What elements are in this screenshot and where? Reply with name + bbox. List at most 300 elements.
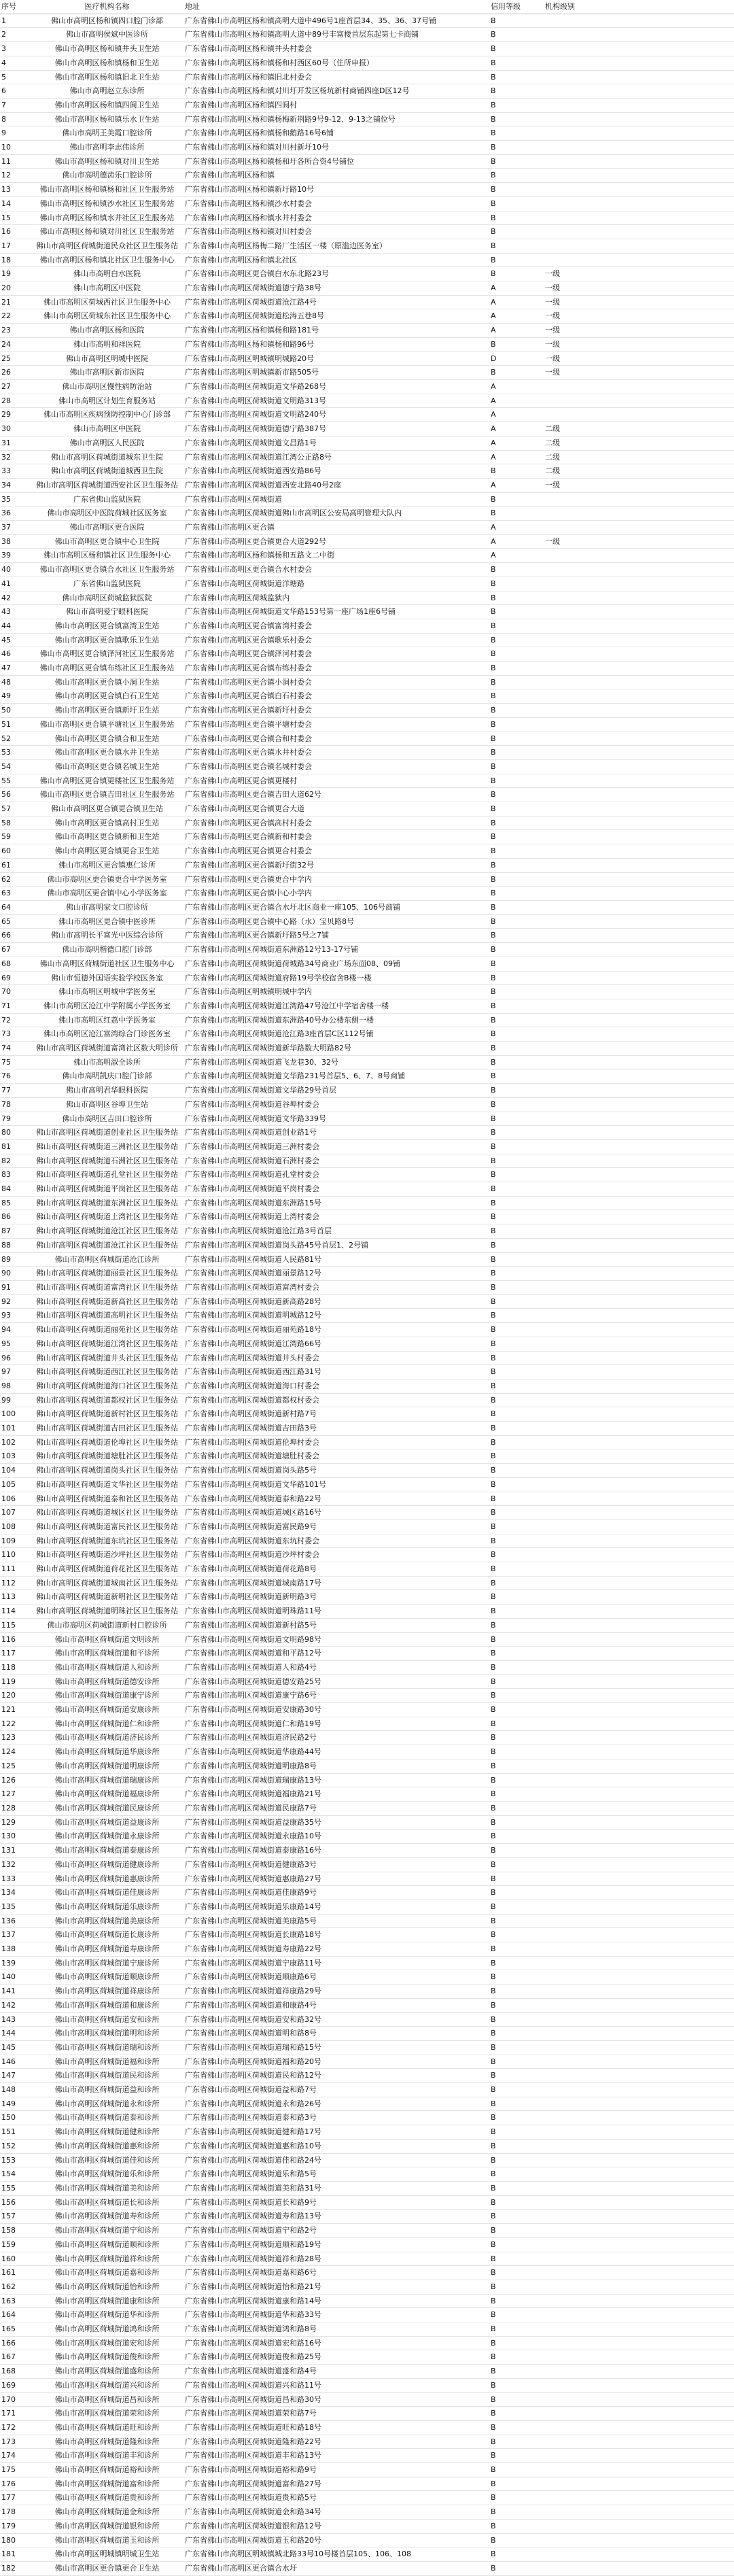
row-credit-grade: B [489, 2111, 544, 2125]
row-serial: 33 [0, 464, 31, 479]
row-credit-grade: B [489, 2561, 544, 2575]
row-institution-level: 一级 [544, 366, 734, 380]
row-institution-level [544, 2420, 734, 2435]
row-serial: 81 [0, 1139, 31, 1154]
row-serial: 131 [0, 1844, 31, 1858]
row-institution-name: 佛山市高明区杨和镇杨和社区卫生服务站 [31, 183, 184, 197]
row-institution-name: 佛山市高明李志伟诊所 [31, 141, 184, 155]
table-row [0, 830, 734, 844]
row-institution-name: 佛山市高明区荷城街道东坑社区卫生服务站 [31, 1534, 184, 1548]
row-credit-grade: B [489, 914, 544, 929]
row-serial: 89 [0, 1252, 31, 1267]
row-serial: 86 [0, 1210, 31, 1224]
table-row [0, 759, 734, 774]
row-address: 广东省佛山市高明区更合镇新圩街32号 [184, 858, 489, 872]
table-row [0, 324, 734, 338]
table-row [0, 1660, 734, 1675]
table-row [0, 1900, 734, 1914]
row-address: 广东省佛山市高明区荷城街道平岗村委会 [184, 1182, 489, 1197]
row-institution-name: 佛山市高明区荷城街道沧江社区卫生服务站 [31, 1238, 184, 1252]
table-row [0, 1576, 734, 1590]
row-institution-name: 佛山市高明区荷城街道丽苑社区卫生服务站 [31, 1323, 184, 1337]
table-row [0, 183, 734, 197]
row-serial: 1 [0, 14, 31, 28]
row-institution-name: 佛山市高明区荷城街道宁康诊所 [31, 1956, 184, 1970]
row-address: 广东省佛山市高明区荷城街道瑞康路13号 [184, 1773, 489, 1787]
row-credit-grade: A [489, 324, 544, 338]
row-credit-grade: A [489, 534, 544, 549]
row-address: 广东省佛山市高明区荷城街道荷城路34号商业广场东面08、09铺 [184, 957, 489, 971]
table-row [0, 1548, 734, 1562]
row-credit-grade: B [489, 2308, 544, 2322]
row-credit-grade: B [489, 2181, 544, 2195]
table-row [0, 253, 734, 267]
row-institution-level [544, 1632, 734, 1647]
row-institution-level [544, 70, 734, 84]
row-credit-grade: B [489, 2153, 544, 2167]
row-institution-level [544, 1956, 734, 1970]
row-address: 广东省佛山市高明区荷城街道健和路17号 [184, 2125, 489, 2140]
row-address: 广东省佛山市高明区荷城街道石洲村委会 [184, 1154, 489, 1168]
row-institution-name: 佛山市高明区荷城街道裕和诊所 [31, 2463, 184, 2477]
row-institution-name: 佛山市高明区荷城街道福康诊所 [31, 1787, 184, 1802]
row-credit-grade: B [489, 901, 544, 915]
row-serial: 87 [0, 1224, 31, 1239]
row-institution-level [544, 2027, 734, 2041]
row-address: 广东省佛山市高明区更合镇中心小学内 [184, 887, 489, 901]
row-credit-grade: B [489, 689, 544, 704]
row-credit-grade: B [489, 2040, 544, 2055]
row-institution-name: 佛山市高明区新市医院 [31, 366, 184, 380]
row-institution-level [544, 2322, 734, 2337]
row-institution-name: 佛山市高明区荷城街道三洲社区卫生服务站 [31, 1139, 184, 1154]
row-institution-name: 佛山市高明区荷城街道井头社区卫生服务站 [31, 1351, 184, 1365]
row-credit-grade: B [489, 1055, 544, 1069]
row-serial: 22 [0, 309, 31, 324]
row-serial: 169 [0, 2378, 31, 2392]
row-institution-name: 佛山市高明区更合镇高村卫生站 [31, 816, 184, 830]
row-serial: 75 [0, 1055, 31, 1069]
row-address: 广东省佛山市高明区荷城街道东洲路12号13-17号铺 [184, 943, 489, 957]
row-serial: 9 [0, 126, 31, 141]
table-row [0, 1815, 734, 1830]
row-address: 广东省佛山市高明区荷城街道三洲村委会 [184, 1139, 489, 1154]
table-row [0, 492, 734, 506]
row-address: 广东省佛山市高明区荷城街道祥和路28号 [184, 2252, 489, 2266]
row-serial: 103 [0, 1449, 31, 1464]
table-row [0, 70, 734, 84]
row-serial: 72 [0, 1013, 31, 1027]
row-institution-level [544, 2195, 734, 2210]
row-institution-name: 佛山市高明区荷城街道人和诊所 [31, 1660, 184, 1675]
row-serial: 20 [0, 281, 31, 296]
row-institution-name: 佛山市高明区荷城街道富民社区卫生服务站 [31, 1519, 184, 1534]
row-address: 广东省佛山市高明区荷城街道益康路35号 [184, 1815, 489, 1830]
row-institution-name: 佛山市高明区谷埠卫生站 [31, 1097, 184, 1112]
row-address: 广东省佛山市高明区荷城街道银和路12号 [184, 2519, 489, 2533]
row-institution-level [544, 1013, 734, 1027]
row-serial: 138 [0, 1942, 31, 1957]
table-row [0, 901, 734, 915]
row-credit-grade: B [489, 464, 544, 479]
row-institution-level [544, 2491, 734, 2505]
row-institution-level [544, 2266, 734, 2280]
row-address: 广东省佛山市高明区荷城街道创业路1号 [184, 1126, 489, 1140]
row-credit-grade: B [489, 605, 544, 619]
table-row [0, 1914, 734, 1928]
row-credit-grade: B [489, 225, 544, 239]
table-row [0, 2252, 734, 2266]
table-row [0, 1365, 734, 1379]
table-row [0, 1970, 734, 1985]
row-credit-grade: B [489, 1196, 544, 1210]
row-institution-name: 佛山市高明区荷城东社区卫生服务中心 [31, 309, 184, 324]
row-institution-name: 佛山市高明区荷城街道玉和诊所 [31, 2533, 184, 2547]
row-institution-name: 佛山市高明区荷城街道康和诊所 [31, 2294, 184, 2308]
row-institution-level [544, 1280, 734, 1294]
row-address: 广东省佛山市高明区更合镇名城村委会 [184, 759, 489, 774]
row-address: 广东省佛山市高明区荷城街道宁和路2号 [184, 2224, 489, 2238]
row-address: 广东省佛山市高明区杨和镇对川村新圩10号 [184, 141, 489, 155]
table-row [0, 1998, 734, 2012]
row-address: 广东省佛山市高明区荷城街道兴和路11号 [184, 2378, 489, 2392]
row-institution-name: 佛山市高明区更合镇歌乐卫生站 [31, 633, 184, 647]
row-institution-name: 佛山市高明区更合镇新和卫生站 [31, 830, 184, 844]
row-institution-name: 佛山市高明爱宁眼科医院 [31, 605, 184, 619]
row-credit-grade: B [489, 1351, 544, 1365]
table-row [0, 887, 734, 901]
table-row [0, 1787, 734, 1802]
row-institution-name: 佛山市高明区荷城街道华康诊所 [31, 1745, 184, 1759]
row-institution-level [544, 872, 734, 887]
row-institution-level: 一级 [544, 534, 734, 549]
row-institution-level [544, 1379, 734, 1393]
row-address: 广东省佛山市高明区荷城街道德宁路38号 [184, 281, 489, 296]
row-institution-name: 佛山市高明区荷城街道平岗社区卫生服务站 [31, 1182, 184, 1197]
row-address: 广东省佛山市高明区更合镇富湾村委会 [184, 619, 489, 633]
row-address: 广东省佛山市高明区荷城街道安和路32号 [184, 2012, 489, 2027]
row-institution-name: 佛山市高明区杨和镇四口腔门诊部 [31, 14, 184, 28]
row-address: 广东省佛山市高明区荷城街道民和路12号 [184, 2069, 489, 2083]
row-institution-name: 佛山市高明区杨和镇旧北卫生站 [31, 70, 184, 84]
row-credit-grade: A [489, 394, 544, 408]
table-row [0, 1590, 734, 1604]
table-row [0, 1112, 734, 1126]
row-address: 广东省佛山市高明区荷城街道乐康路14号 [184, 1900, 489, 1914]
table-row [0, 112, 734, 126]
row-address: 广东省佛山市高明区更合镇合水圩北区商业一座105、106号商铺 [184, 901, 489, 915]
row-institution-level [544, 1323, 734, 1337]
row-credit-grade: B [489, 591, 544, 605]
row-credit-grade: B [489, 1477, 544, 1492]
row-serial: 166 [0, 2336, 31, 2350]
table-row [0, 943, 734, 957]
row-address: 广东省佛山市高明区荷城街道西江路31号 [184, 1365, 489, 1379]
row-institution-level [544, 1548, 734, 1562]
row-address: 广东省佛山市高明区荷城街道明城路12号 [184, 1309, 489, 1323]
row-address: 广东省佛山市高明区杨和镇对川村委会 [184, 225, 489, 239]
row-institution-name: 佛山市高明区更合镇惠仁诊所 [31, 858, 184, 872]
table-row [0, 872, 734, 887]
table-row [0, 1506, 734, 1520]
table-row [0, 1703, 734, 1717]
row-serial: 32 [0, 450, 31, 464]
table-row [0, 2266, 734, 2280]
row-address: 广东省佛山市高明区荷城街道井头村委会 [184, 1351, 489, 1365]
row-credit-grade: B [489, 1069, 544, 1084]
row-serial: 19 [0, 267, 31, 281]
header-institution-level: 机构级别 [544, 0, 734, 14]
row-serial: 107 [0, 1506, 31, 1520]
row-credit-grade: B [489, 98, 544, 112]
row-institution-name: 佛山市高明区荷城街道济民诊所 [31, 1731, 184, 1745]
table-row [0, 2153, 734, 2167]
row-serial: 105 [0, 1477, 31, 1492]
row-address: 广东省佛山市高明区荷城街道文华路339号 [184, 1112, 489, 1126]
row-institution-level [544, 1576, 734, 1590]
row-serial: 144 [0, 2027, 31, 2041]
row-institution-name: 佛山市高明区荷城街道佳和诊所 [31, 2153, 184, 2167]
row-credit-grade: B [489, 774, 544, 788]
row-institution-name: 佛山市高明区更合镇泽河社区卫生服务站 [31, 647, 184, 662]
row-credit-grade: B [489, 1914, 544, 1928]
row-institution-level [544, 2237, 734, 2252]
table-row [0, 1168, 734, 1182]
row-credit-grade: B [489, 971, 544, 985]
table-row [0, 1252, 734, 1267]
row-institution-level [544, 549, 734, 563]
table-row [0, 141, 734, 155]
row-credit-grade: B [489, 1731, 544, 1745]
row-address: 广东省佛山市高明区荷城街道西安北路40号2座 [184, 478, 489, 492]
row-serial: 21 [0, 295, 31, 309]
row-credit-grade: B [489, 2463, 544, 2477]
row-address: 广东省佛山市高明区更合镇合和村委会 [184, 732, 489, 746]
row-institution-name: 佛山市高明区荷城街道沙坪社区卫生服务站 [31, 1548, 184, 1562]
row-serial: 5 [0, 70, 31, 84]
row-institution-level [544, 154, 734, 169]
row-institution-name: 佛山市高明区荷城街道泰和社区卫生服务站 [31, 1492, 184, 1506]
row-serial: 49 [0, 689, 31, 704]
row-institution-name: 佛山市高明区红荔中学医务室 [31, 1013, 184, 1027]
row-address: 广东省佛山市高明区荷城街道康和路14号 [184, 2294, 489, 2308]
row-institution-name: 佛山市高明区荷城街道明和诊所 [31, 2027, 184, 2041]
table-row [0, 732, 734, 746]
row-address: 广东省佛山市高明区荷城街道谷埠村委会 [184, 1097, 489, 1112]
table-row [0, 1154, 734, 1168]
row-institution-name: 佛山市高明区荷城街道新明社区卫生服务站 [31, 1590, 184, 1604]
table-row [0, 816, 734, 830]
table-row [0, 2449, 734, 2463]
row-credit-grade: B [489, 1956, 544, 1970]
row-address: 广东省佛山市高明区荷城街道都权村委会 [184, 1393, 489, 1407]
row-institution-level [544, 788, 734, 802]
table-row [0, 1675, 734, 1689]
table-row [0, 1280, 734, 1294]
row-serial: 4 [0, 56, 31, 70]
table-row [0, 1942, 734, 1957]
row-credit-grade: B [489, 1168, 544, 1182]
table-row [0, 1435, 734, 1449]
table-row [0, 1139, 734, 1154]
row-serial: 161 [0, 2266, 31, 2280]
row-address: 广东省佛山市高明区荷城街道济民路2号 [184, 1731, 489, 1745]
row-institution-name: 佛山市高明白水医院 [31, 267, 184, 281]
row-address: 广东省佛山市高明区荷城街道吉田路3号 [184, 1422, 489, 1436]
table-row [0, 1069, 734, 1084]
row-credit-grade: B [489, 1632, 544, 1647]
row-institution-name: 佛山市高明区荷城街道华和诊所 [31, 2308, 184, 2322]
row-institution-name: 佛山市高明区荷城街道贵和诊所 [31, 2491, 184, 2505]
table-row [0, 774, 734, 788]
row-address: 广东省佛山市高明区荷城街道东坑村委会 [184, 1534, 489, 1548]
row-address: 广东省佛山市高明区荷城街道孔堂村委会 [184, 1168, 489, 1182]
row-serial: 64 [0, 901, 31, 915]
row-institution-name: 佛山市高明王美霞口腔诊所 [31, 126, 184, 141]
row-institution-name: 佛山市高明区杨和镇北社区卫生服务中心 [31, 253, 184, 267]
table-row [0, 1013, 734, 1027]
row-address: 广东省佛山市高明区荷城街道文华路29号首层 [184, 1084, 489, 1098]
row-address: 广东省佛山市高明区杨和镇杨和五路文二中街 [184, 549, 489, 563]
row-credit-grade: B [489, 858, 544, 872]
row-address: 广东省佛山市高明区荷城街道新华路数大明路82号 [184, 1042, 489, 1056]
row-institution-level [544, 830, 734, 844]
row-institution-level [544, 2224, 734, 2238]
row-credit-grade: A [489, 379, 544, 394]
row-institution-name: 佛山市高明区中医院荷城社区医务室 [31, 506, 184, 521]
row-credit-grade: B [489, 1210, 544, 1224]
row-serial: 88 [0, 1238, 31, 1252]
table-row [0, 1294, 734, 1309]
row-institution-name: 佛山市高明区更合镇名城卫生站 [31, 759, 184, 774]
row-institution-level [544, 225, 734, 239]
row-serial: 171 [0, 2407, 31, 2421]
row-serial: 15 [0, 211, 31, 225]
row-serial: 23 [0, 324, 31, 338]
row-serial: 85 [0, 1196, 31, 1210]
row-credit-grade: B [489, 1280, 544, 1294]
row-credit-grade: B [489, 1154, 544, 1168]
table-row [0, 1759, 734, 1773]
row-credit-grade: B [489, 169, 544, 183]
row-serial: 57 [0, 802, 31, 817]
row-credit-grade: B [489, 1745, 544, 1759]
row-address: 广东省佛山市高明区荷城街道荣和路7号 [184, 2407, 489, 2421]
row-credit-grade: B [489, 84, 544, 99]
row-serial: 139 [0, 1956, 31, 1970]
table-row [0, 619, 734, 633]
row-institution-level [544, 2505, 734, 2520]
row-institution-level [544, 2040, 734, 2055]
row-address: 广东省佛山市高明区荷城街道健康路3号 [184, 1857, 489, 1872]
row-credit-grade: B [489, 1759, 544, 1773]
table-row [0, 28, 734, 42]
row-address: 广东省佛山市高明区荷城街道瑞和路15号 [184, 2040, 489, 2055]
row-institution-name: 佛山市高明区荷城街道城西卫生院 [31, 464, 184, 479]
row-institution-name: 佛山市高明区荷城街道新高社区卫生服务站 [31, 1294, 184, 1309]
row-credit-grade: B [489, 2027, 544, 2041]
row-serial: 147 [0, 2069, 31, 2083]
table-row [0, 717, 734, 732]
row-institution-level [544, 2125, 734, 2140]
row-institution-name: 佛山市高明区荷城街道城区社区卫生服务站 [31, 1506, 184, 1520]
row-institution-name: 佛山市高明区荷城街道孔堂社区卫生服务站 [31, 1168, 184, 1182]
row-credit-grade: B [489, 1970, 544, 1985]
row-institution-name: 佛山市高明区荷城街道瑞和诊所 [31, 2040, 184, 2055]
row-serial: 149 [0, 2097, 31, 2111]
row-serial: 60 [0, 844, 31, 859]
table-row [0, 802, 734, 817]
row-credit-grade: B [489, 126, 544, 141]
row-institution-name: 佛山市高明区荷城街道乐康诊所 [31, 1900, 184, 1914]
table-row [0, 408, 734, 422]
row-address: 广东省佛山市高明区荷城街道沧江路4号 [184, 295, 489, 309]
row-serial: 145 [0, 2040, 31, 2055]
row-credit-grade: B [489, 1604, 544, 1619]
row-credit-grade: B [489, 2224, 544, 2238]
row-institution-level [544, 1844, 734, 1858]
row-address: 广东省佛山市高明区更合镇吉田大道62号 [184, 788, 489, 802]
row-institution-level [544, 2392, 734, 2407]
table-row [0, 971, 734, 985]
table-row [0, 1351, 734, 1365]
row-institution-name: 佛山市高明区荷城街道西安社区卫生服务站 [31, 478, 184, 492]
row-institution-level [544, 1830, 734, 1844]
row-address: 广东省佛山市高明区荷城街道富和路27号 [184, 2477, 489, 2491]
row-address: 广东省佛山市高明区荷城街道岗头路5号 [184, 1464, 489, 1478]
table-row [0, 1928, 734, 1942]
row-address: 广东省佛山市高明区荷城街道长康路18号 [184, 1928, 489, 1942]
row-credit-grade: B [489, 2252, 544, 2266]
row-institution-level [544, 1422, 734, 1436]
row-address: 广东省佛山市高明区荷城街道上湾村委会 [184, 1210, 489, 1224]
row-credit-grade: B [489, 1647, 544, 1661]
row-institution-level [544, 1562, 734, 1577]
row-institution-name: 佛山市高明区荷城街道富和诊所 [31, 2477, 184, 2491]
row-institution-name: 佛山市高明区荷城街道伦埠社区卫生服务站 [31, 1435, 184, 1449]
row-credit-grade: B [489, 1323, 544, 1337]
row-serial: 155 [0, 2181, 31, 2195]
row-credit-grade: D [489, 351, 544, 366]
row-credit-grade: B [489, 2167, 544, 2182]
row-institution-level [544, 704, 734, 718]
row-institution-name: 佛山市高明区人民医院 [31, 436, 184, 450]
row-address: 广东省佛山市高明区杨和镇杨和圩各所合资4号铺位 [184, 154, 489, 169]
row-credit-grade: B [489, 1422, 544, 1436]
row-serial: 143 [0, 2012, 31, 2027]
row-institution-level [544, 1407, 734, 1422]
row-institution-level [544, 1055, 734, 1069]
table-row [0, 1407, 734, 1422]
row-serial: 113 [0, 1590, 31, 1604]
row-address: 广东省佛山市高明区荷城街道文明路240号 [184, 408, 489, 422]
table-row [0, 662, 734, 676]
row-institution-level [544, 112, 734, 126]
row-address: 广东省佛山市高明区荷城街道文华路153号第一座广场1座6号铺 [184, 605, 489, 619]
row-address: 广东省佛山市高明区杨和镇杨和村西区60号（住所申报） [184, 56, 489, 70]
row-serial: 11 [0, 154, 31, 169]
row-institution-level [544, 1084, 734, 1098]
row-institution-name: 佛山市高明区荷城街道泰和诊所 [31, 2111, 184, 2125]
row-address: 广东省佛山市高明区荷城街道荷花路8号 [184, 1562, 489, 1577]
row-institution-name: 佛山市高明区荷城街道荣和诊所 [31, 2407, 184, 2421]
row-credit-grade: B [489, 2519, 544, 2533]
row-serial: 176 [0, 2477, 31, 2491]
row-credit-grade: B [489, 1267, 544, 1281]
row-institution-name: 佛山市高明区荷城街道顺康诊所 [31, 1970, 184, 1985]
row-serial: 51 [0, 717, 31, 732]
table-row [0, 450, 734, 464]
